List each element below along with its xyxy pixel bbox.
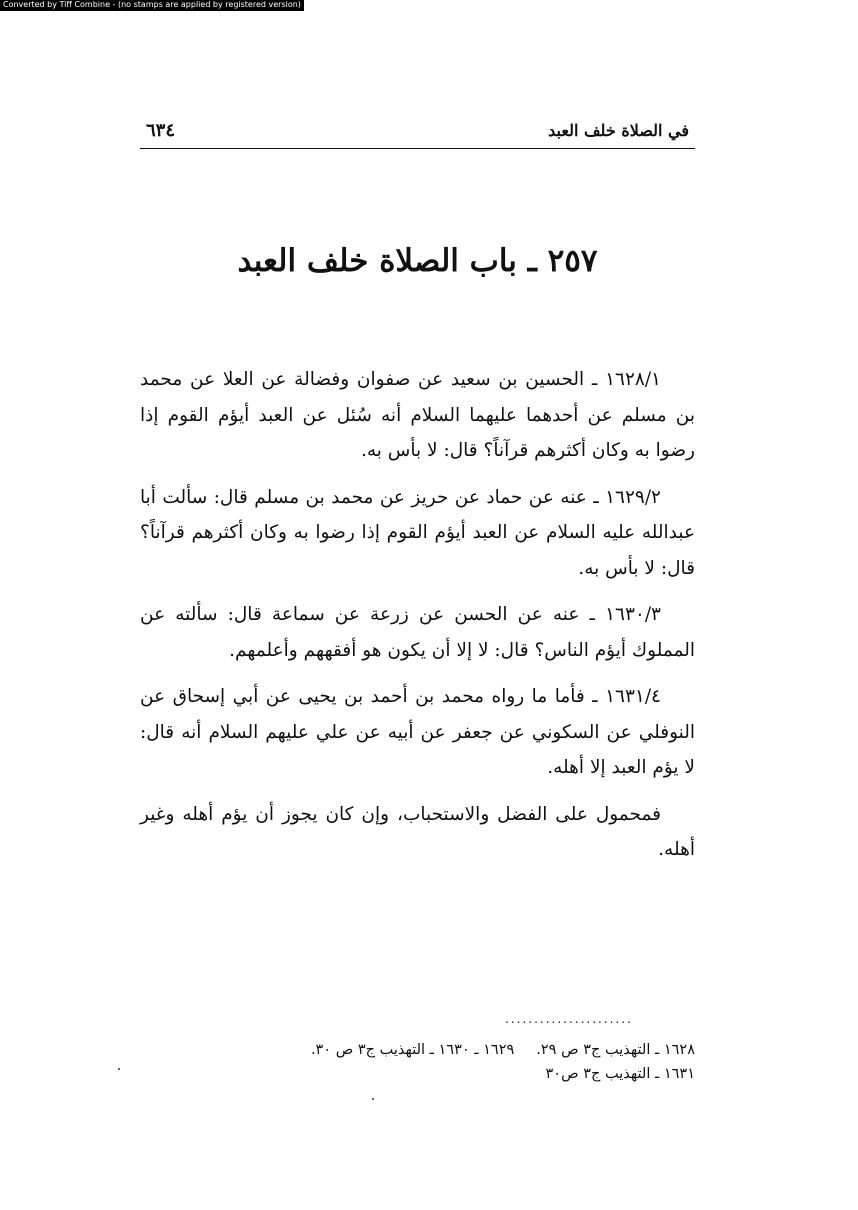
scan-speck [118,1068,120,1070]
scan-speck [372,1098,374,1100]
footnotes [140,1038,695,1086]
page-number: ٦٣٤ [146,120,176,141]
running-title: في الصلاة خلف العبد [548,121,689,140]
footnote-1629-1630: ١٦٢٩ ـ ١٦٣٠ ـ التهذيب ج٣ ص ٣٠. [310,1042,515,1058]
footnote-1631: ١٦٣١ ـ التهذيب ج٣ ص٣٠ [545,1066,695,1082]
chapter-title: ٢٥٧ ـ باب الصلاة خلف العبد [237,243,598,279]
body-text [140,362,695,879]
footnote-1628: ١٦٢٨ ـ التهذيب ج٣ ص ٢٩. [536,1042,695,1058]
converter-watermark: Converted by Tiff Combine - (no stamps are applied by registered version) [0,0,304,11]
running-header [140,118,695,149]
hadith-paragraph-4: ١٦٣١/٤ ـ فأما ما رواه محمد بن أحمد بن يحيى عن أبي إسحاق عن النوفلي عن السكوني عن جعفر عن أبيه عن علي عليهم السلام أنه قال: لا يؤم العبد إلا أهله. [140,686,695,778]
commentary-paragraph: فمحمول على الفضل والاستحباب، وإن كان يجوز أن يؤم أهله وغير أهله. [140,803,695,860]
hadith-paragraph-2: ١٦٢٩/٢ ـ عنه عن حماد عن حريز عن محمد بن مسلم قال: سألت أبا عبدالله عليه السلام عن العبد أيؤم القوم إذا رضوا به وكان أكثرهم قرآناً؟ قال: لا بأس به. [140,486,695,579]
footnote-line [140,1062,695,1086]
hadith-paragraph-3: ١٦٣٠/٣ ـ عنه عن الحسن عن زرعة عن سماعة قال: سألته عن المملوك أيؤم الناس؟ قال: لا إلا أن يكون هو أفقههم وأعلمهم. [140,604,695,661]
footnote-separator: ...................... [505,1012,633,1026]
footnote-line [140,1038,695,1062]
hadith-paragraph-1: ١٦٢٨/١ ـ الحسين بن سعيد عن صفوان وفضالة عن العلا عن محمد بن مسلم عن أحدهما عليهما السلام أنه سُئل عن العبد أيؤم القوم إذا رضوا به وكان أكثرهم قرآناً؟ قال: لا بأس به. [140,369,695,461]
